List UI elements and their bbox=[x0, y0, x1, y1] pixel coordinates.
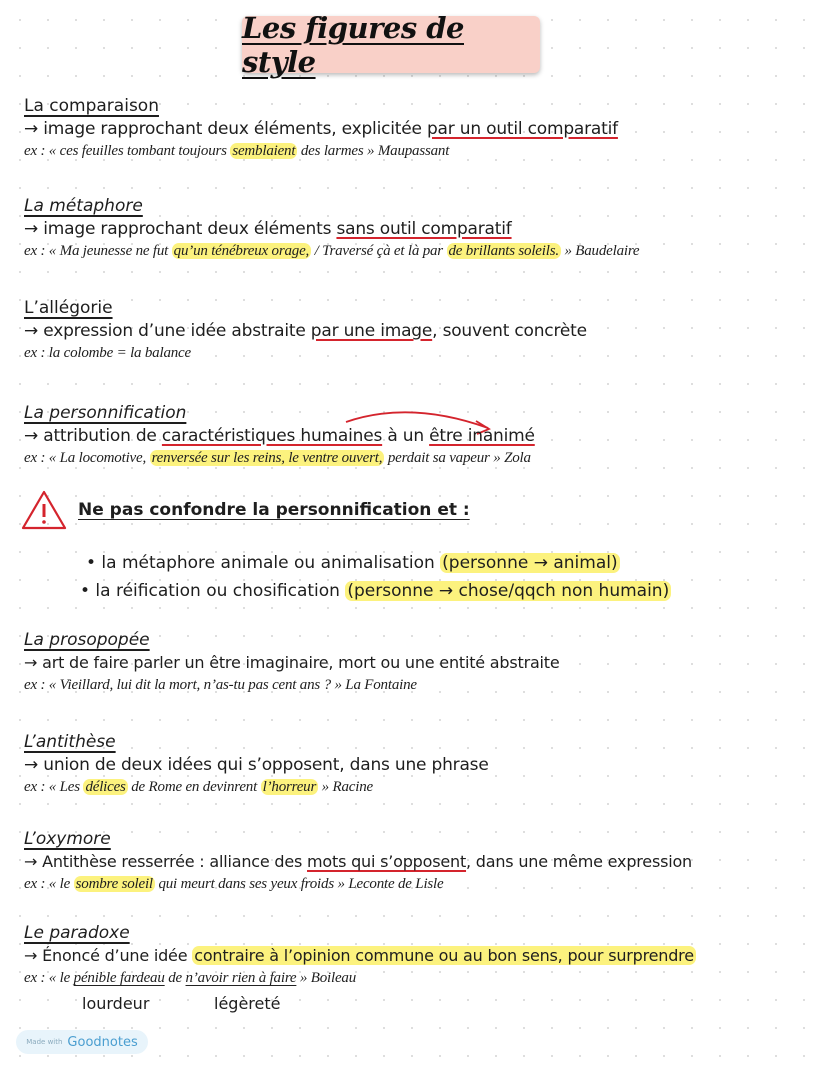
note-lourdeur: lourdeur bbox=[82, 994, 150, 1013]
bullet-item bbox=[80, 577, 671, 605]
section-comparaison bbox=[24, 95, 820, 162]
ex-text: » Baudelaire bbox=[560, 243, 640, 259]
page-title: Les figures de style bbox=[242, 10, 464, 79]
def-underlined: par un outil comparatif bbox=[426, 119, 618, 139]
ex-text: des larmes » Maupassant bbox=[297, 143, 450, 159]
def-allegorie bbox=[24, 319, 820, 343]
def-metaphore bbox=[24, 217, 820, 241]
ex-text: / Traversé çà et là par bbox=[311, 243, 447, 259]
heading-paradoxe: Le paradoxe bbox=[24, 923, 130, 943]
def-text: → image rapprochant deux éléments, explicitée bbox=[24, 119, 427, 139]
example-personnification bbox=[24, 448, 820, 469]
def-text: , dans une même expression bbox=[466, 852, 692, 871]
ex-highlight: qu’un ténébreux orage, bbox=[173, 243, 310, 259]
section-oxymore bbox=[24, 828, 820, 895]
ex-text: » Racine bbox=[318, 779, 373, 795]
ex-text: de Rome en devinrent bbox=[127, 779, 261, 795]
example-prosopopee: ex : « Vieillard, lui dit la mort, n’as-tu pas cent ans ? » La Fontaine bbox=[24, 677, 417, 693]
def-antithese: → union de deux idées qui s’opposent, dans une phrase bbox=[24, 755, 489, 775]
section-antithese bbox=[24, 731, 820, 798]
example-metaphore bbox=[24, 241, 820, 262]
heading-comparaison: La comparaison bbox=[24, 96, 159, 116]
def-underlined: mots qui s’opposent bbox=[307, 852, 467, 871]
ex-text: qui meurt dans ses yeux froids » Leconte de Lisle bbox=[154, 876, 444, 892]
heading-personnification: La personnification bbox=[24, 403, 187, 423]
def-text: → attribution de bbox=[24, 426, 162, 446]
def-underlined: être inanimé bbox=[429, 426, 535, 446]
warning-triangle-icon bbox=[20, 489, 68, 531]
def-prosopopee: → art de faire parler un être imaginaire, mort ou une entité abstraite bbox=[24, 653, 560, 672]
def-underlined: sans outil comparatif bbox=[336, 219, 512, 239]
heading-prosopopee: La prosopopée bbox=[24, 630, 150, 650]
ex-highlight: semblaient bbox=[232, 143, 296, 159]
ex-highlight: délices bbox=[85, 779, 126, 795]
ex-underlined: pénible fardeau bbox=[73, 970, 165, 986]
heading-antithese: L’antithèse bbox=[24, 732, 116, 752]
section-allegorie bbox=[24, 297, 820, 364]
goodnotes-badge[interactable] bbox=[16, 1030, 148, 1054]
example-allegorie: ex : la colombe = la balance bbox=[24, 345, 191, 361]
badge-brand-text: Goodnotes bbox=[67, 1034, 138, 1050]
def-text: , souvent concrète bbox=[432, 321, 587, 341]
ex-text: ex : « le bbox=[24, 970, 74, 986]
ex-highlight: l’horreur bbox=[262, 779, 317, 795]
example-comparaison bbox=[24, 141, 820, 162]
ex-highlight: de brillants soleils. bbox=[448, 243, 559, 259]
ex-highlight: sombre soleil bbox=[75, 876, 153, 892]
ex-text: ex : « La locomotive, bbox=[24, 450, 150, 466]
title-box bbox=[242, 10, 540, 79]
def-text: → Énoncé d’une idée bbox=[24, 946, 193, 965]
ex-text: de bbox=[164, 970, 186, 986]
section-prosopopee bbox=[24, 629, 820, 696]
section-personnification bbox=[24, 402, 820, 469]
def-paradoxe bbox=[24, 944, 820, 968]
example-antithese bbox=[24, 777, 820, 798]
heading-oxymore: L’oxymore bbox=[24, 829, 111, 849]
ex-text: ex : « Les bbox=[24, 779, 84, 795]
def-text: à un bbox=[382, 426, 430, 446]
def-highlight: contraire à l’opinion commune ou au bon sens, pour surprendre bbox=[194, 946, 694, 965]
def-text: → Antithèse resserrée : alliance des bbox=[24, 852, 308, 871]
def-text: → image rapprochant deux éléments bbox=[24, 219, 337, 239]
example-oxymore bbox=[24, 874, 820, 895]
def-personnification bbox=[24, 424, 820, 448]
example-paradoxe bbox=[24, 968, 820, 989]
def-underlined: caractéristiques humaines bbox=[161, 426, 383, 446]
def-comparaison bbox=[24, 117, 820, 141]
warning-text: Ne pas confondre la personnification et : bbox=[78, 500, 470, 520]
def-oxymore bbox=[24, 850, 820, 874]
bullet-highlight: (personne → chose/qqch non humain) bbox=[347, 581, 670, 601]
note-legerete: légèreté bbox=[214, 994, 281, 1013]
warning-row bbox=[20, 488, 470, 532]
ex-text: ex : « le bbox=[24, 876, 74, 892]
def-text: → expression d’une idée abstraite bbox=[24, 321, 311, 341]
ex-text: ex : « Ma jeunesse ne fut bbox=[24, 243, 172, 259]
heading-metaphore: La métaphore bbox=[24, 196, 143, 216]
ex-underlined: n’avoir rien à faire bbox=[185, 970, 297, 986]
badge-small-text: Made with bbox=[26, 1038, 63, 1046]
section-paradoxe bbox=[24, 922, 820, 989]
ex-text: ex : « ces feuilles tombant toujours bbox=[24, 143, 231, 159]
ex-text: perdait sa vapeur » Zola bbox=[384, 450, 531, 466]
section-metaphore bbox=[24, 195, 820, 262]
heading-allegorie: L’allégorie bbox=[24, 298, 113, 318]
bullet-item bbox=[80, 549, 671, 577]
bullet-text: • la métaphore animale ou animalisation bbox=[86, 553, 441, 573]
warning-bullets bbox=[80, 549, 671, 605]
def-underlined: par une image bbox=[310, 321, 433, 341]
bullet-highlight: (personne → animal) bbox=[442, 553, 618, 573]
ex-text: » Boileau bbox=[296, 970, 357, 986]
ex-highlight: renversée sur les reins, le ventre ouvert, bbox=[151, 450, 383, 466]
bullet-text: • la réification ou chosification bbox=[80, 581, 346, 601]
